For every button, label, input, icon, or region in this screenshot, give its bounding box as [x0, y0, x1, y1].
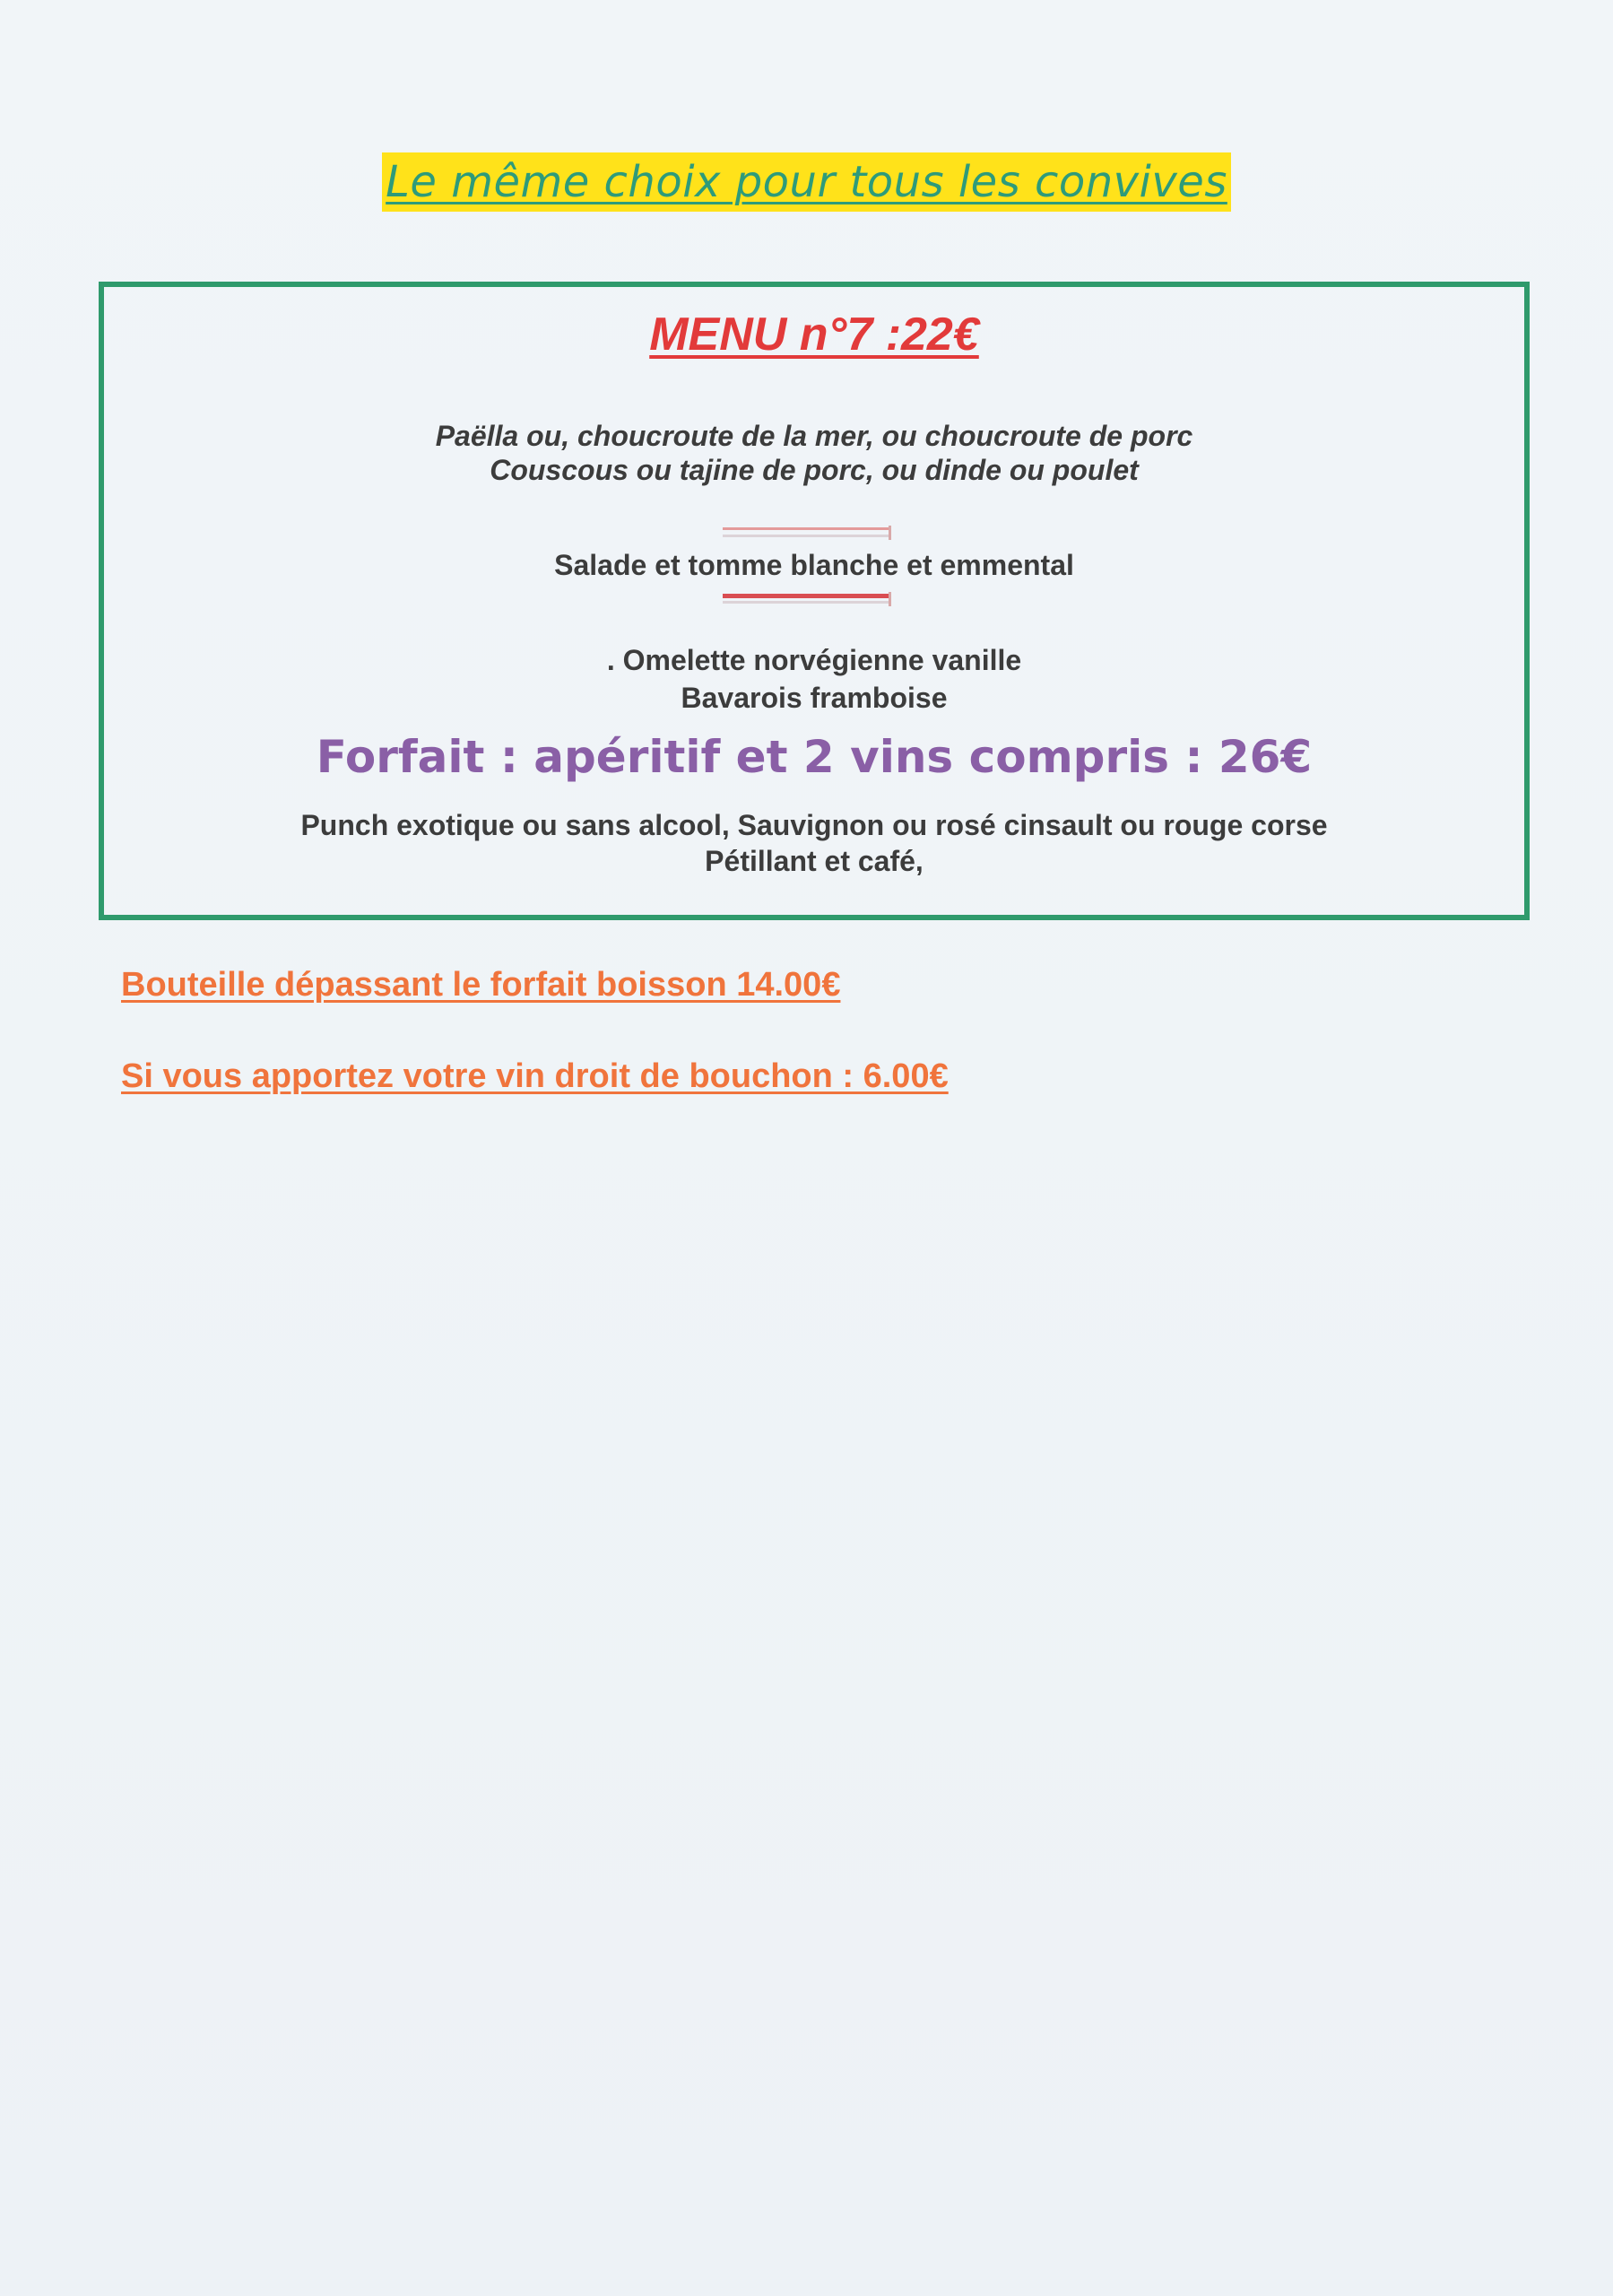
- divider-bottom: [723, 592, 893, 608]
- divider-top: [723, 526, 893, 542]
- drinks-line-2: Pétillant et café,: [705, 845, 924, 877]
- main-course-line-2: Couscous ou tajine de porc, ou dinde ou poulet: [490, 454, 1139, 486]
- dessert-line-2: Bavarois framboise: [681, 682, 948, 714]
- cheese-line: Salade et tomme blanche et emmental: [554, 549, 1074, 581]
- dessert-line-1: . Omelette norvégienne vanille: [606, 644, 1022, 676]
- main-course-line-1: Paëlla ou, choucroute de la mer, ou choucroute de porc: [435, 420, 1193, 452]
- note-corkage-fee: Si vous apportez votre vin droit de bouchon : 6.00€: [121, 1057, 949, 1095]
- heading-container: [0, 152, 1613, 212]
- menu-title: MENU n°7 :22€: [649, 309, 979, 361]
- drinks-line-1: Punch exotique ou sans alcool, Sauvignon ou rosé cinsault ou rouge corse: [300, 809, 1328, 841]
- page-heading: Le même choix pour tous les convives: [382, 152, 1231, 212]
- note-bottle-price: Bouteille dépassant le forfait boisson 14.00€: [121, 966, 841, 1004]
- menu-box: [99, 282, 1530, 920]
- forfait-title: Forfait : apéritif et 2 vins compris : 26€: [316, 731, 1313, 783]
